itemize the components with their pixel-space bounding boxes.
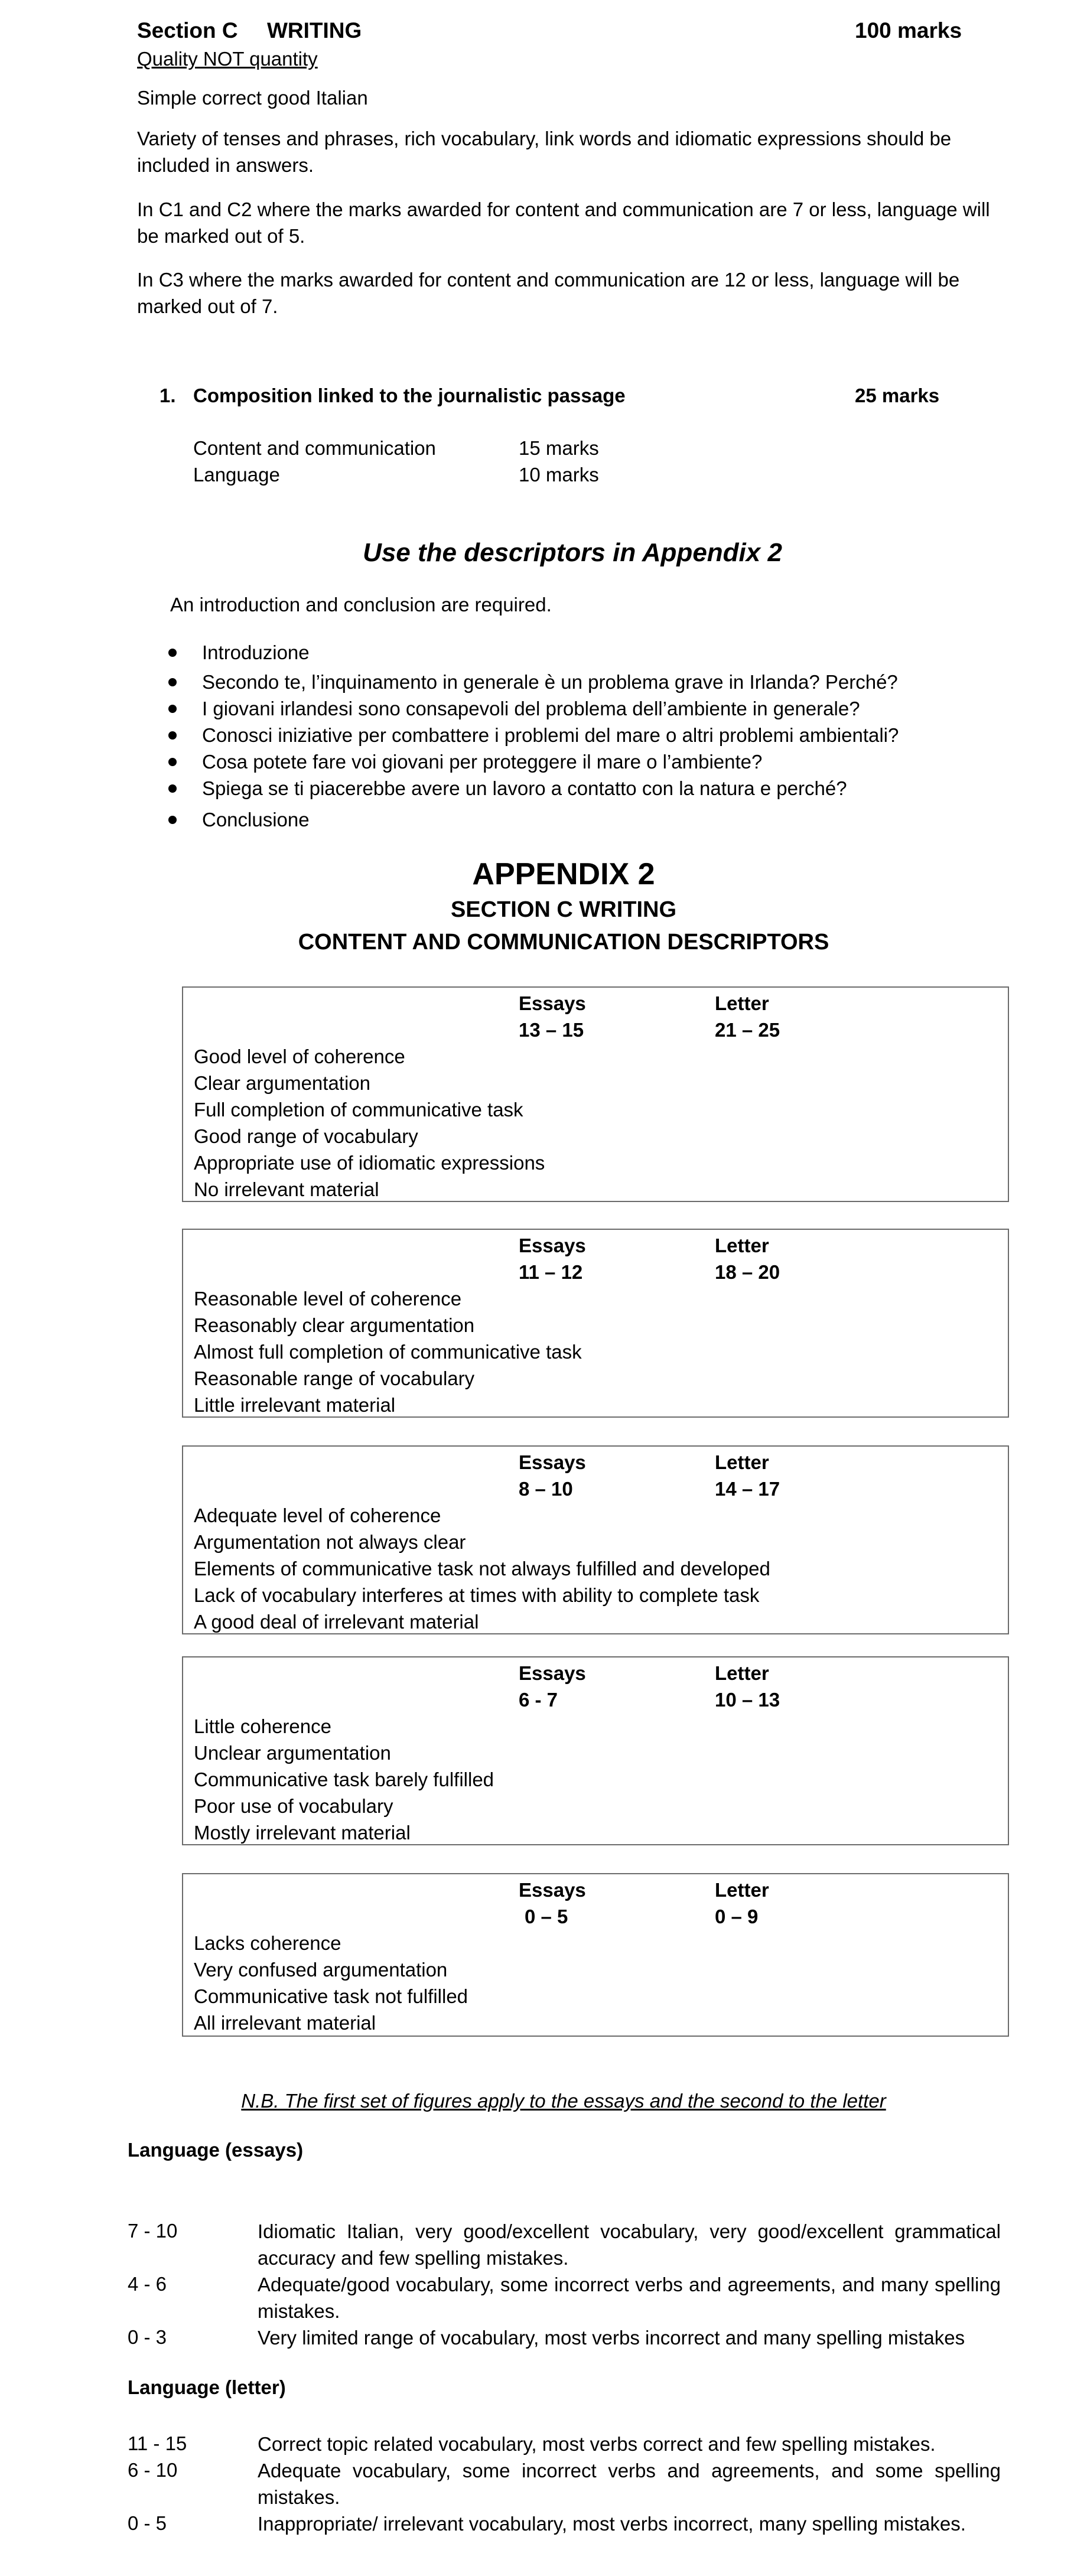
band-range: 7 - 10: [128, 2220, 178, 2242]
descriptor-item: All irrelevant material: [194, 2012, 376, 2034]
letter-label: Letter: [715, 1235, 769, 1256]
descriptor-item: Almost full completion of communicative task: [194, 1341, 582, 1363]
question-number: 1.: [160, 385, 176, 406]
bullet-item: Conosci iniziative per combattere i problemi del mare o altri problemi ambientali?: [168, 722, 899, 749]
quality-note: Quality NOT quantity: [137, 48, 318, 70]
descriptor-item: A good deal of irrelevant material: [194, 1611, 479, 1633]
letter-range: 14 – 17: [715, 1478, 780, 1500]
band-description: Adequate vocabulary, some incorrect verbs and agreements, and some spelling mistakes.: [258, 2460, 1001, 2508]
descriptor-item: Poor use of vocabulary: [194, 1795, 393, 1817]
band-description: Inappropriate/ irrelevant vocabulary, most verbs incorrect, many spelling mistakes.: [258, 2513, 966, 2535]
total-marks: 100 marks: [855, 18, 962, 43]
letter-range: 21 – 25: [715, 1019, 780, 1041]
letter-label: Letter: [715, 992, 769, 1014]
descriptor-item: Elements of communicative task not always fulfilled and developed: [194, 1558, 770, 1580]
question-title: Composition linked to the journalistic passage: [193, 385, 626, 406]
descriptor-item: Communicative task not fulfilled: [194, 1985, 468, 2007]
language-essays-title: Language (essays): [128, 2139, 304, 2161]
appendix-subtitle: SECTION C WRITING: [450, 897, 677, 922]
bullet-item: Cosa potete fare voi giovani per proteggere il mare o l’ambiente?: [168, 749, 762, 776]
descriptor-item: Reasonable level of coherence: [194, 1288, 462, 1310]
descriptor-item: Good level of coherence: [194, 1046, 405, 1067]
descriptor-box: [182, 1445, 1009, 1634]
letter-label: Letter: [715, 1662, 769, 1684]
intro-paragraph: Simple correct good Italian: [137, 87, 368, 109]
band-range: 0 - 5: [128, 2512, 167, 2534]
bullet-item: Introduzione: [168, 640, 310, 666]
letter-label: Letter: [715, 1879, 769, 1901]
descriptor-box: [182, 986, 1009, 1202]
intro-conclusion-note: An introduction and conclusion are required.: [170, 594, 552, 615]
descriptors-note: Use the descriptors in Appendix 2: [363, 538, 782, 567]
letter-label: Letter: [715, 1451, 769, 1473]
descriptor-item: Clear argumentation: [194, 1072, 370, 1094]
nb-note: N.B. The first set of figures apply to the essays and the second to the letter: [241, 2090, 886, 2112]
descriptor-item: Lack of vocabulary interferes at times with ability to complete task: [194, 1584, 760, 1606]
band-range: 11 - 15: [128, 2432, 187, 2454]
descriptor-item: Communicative task barely fulfilled: [194, 1769, 494, 1790]
letter-range: 18 – 20: [715, 1261, 780, 1283]
essays-range: 8 – 10: [519, 1478, 573, 1500]
band-range: 0 - 3: [128, 2326, 167, 2348]
band-description: Adequate/good vocabulary, some incorrect verbs and agreements, and many spelling mistakes.: [258, 2274, 1001, 2322]
essays-label: Essays: [519, 1235, 586, 1256]
intro-paragraph: In C3 where the marks awarded for content and communication are 12 or less, language will be marked out of 7.: [137, 269, 960, 317]
section-name: WRITING: [267, 18, 362, 43]
descriptor-item: Appropriate use of idiomatic expressions: [194, 1152, 545, 1174]
intro-paragraph: Variety of tenses and phrases, rich vocabulary, link words and idiomatic expressions should be included in answers.: [137, 128, 952, 176]
breakdown-label: Content and communication: [193, 437, 436, 459]
bullet-item: Secondo te, l’inquinamento in generale è un problema grave in Irlanda? Perché?: [168, 669, 898, 696]
letter-range: 0 – 9: [715, 1906, 759, 1927]
descriptor-item: Adequate level of coherence: [194, 1504, 441, 1526]
essays-label: Essays: [519, 1662, 586, 1684]
descriptor-item: Reasonable range of vocabulary: [194, 1367, 475, 1389]
descriptor-box: [182, 1229, 1009, 1418]
appendix-subtitle-2: CONTENT AND COMMUNICATION DESCRIPTORS: [298, 930, 829, 955]
bullet-item: Conclusione: [168, 807, 310, 833]
essays-range: 11 – 12: [519, 1261, 583, 1283]
essays-range: 6 - 7: [519, 1689, 558, 1711]
breakdown-label: Language: [193, 464, 280, 486]
essays-range: 0 – 5: [525, 1906, 568, 1927]
breakdown-marks: 15 marks: [519, 437, 599, 459]
band-description: Correct topic related vocabulary, most verbs correct and few spelling mistakes.: [258, 2433, 936, 2455]
breakdown-marks: 10 marks: [519, 464, 599, 486]
language-letter-title: Language (letter): [128, 2376, 286, 2398]
essays-label: Essays: [519, 992, 586, 1014]
section-label: Section C: [137, 18, 238, 43]
question-marks: 25 marks: [855, 385, 940, 406]
bullet-item: I giovani irlandesi sono consapevoli del problema dell’ambiente in generale?: [168, 696, 860, 722]
descriptor-item: No irrelevant material: [194, 1178, 379, 1200]
letter-range: 10 – 13: [715, 1689, 780, 1711]
descriptor-item: Little irrelevant material: [194, 1394, 396, 1416]
band-description: Idiomatic Italian, very good/excellent vocabulary, very good/excellent grammatical accuracy and few spelling mistakes.: [258, 2220, 1001, 2269]
essays-label: Essays: [519, 1879, 586, 1901]
descriptor-item: Unclear argumentation: [194, 1742, 391, 1764]
intro-paragraph: In C1 and C2 where the marks awarded for content and communication are 7 or less, language will be marked out of 5.: [137, 198, 990, 247]
essays-range: 13 – 15: [519, 1019, 584, 1041]
essays-label: Essays: [519, 1451, 586, 1473]
descriptor-item: Good range of vocabulary: [194, 1125, 418, 1147]
descriptor-item: Very confused argumentation: [194, 1959, 448, 1981]
descriptor-item: Little coherence: [194, 1715, 331, 1737]
descriptor-item: Full completion of communicative task: [194, 1099, 523, 1121]
descriptor-box: [182, 1873, 1009, 2037]
descriptor-item: Lacks coherence: [194, 1932, 341, 1954]
band-range: 6 - 10: [128, 2459, 178, 2481]
band-range: 4 - 6: [128, 2273, 167, 2295]
descriptor-box: [182, 1656, 1009, 1845]
bullet-item: Spiega se ti piacerebbe avere un lavoro a contatto con la natura e perché?: [168, 776, 847, 802]
descriptor-item: Argumentation not always clear: [194, 1531, 466, 1553]
band-description: Very limited range of vocabulary, most verbs incorrect and many spelling mistakes: [258, 2327, 965, 2349]
descriptor-item: Reasonably clear argumentation: [194, 1314, 475, 1336]
descriptor-item: Mostly irrelevant material: [194, 1822, 411, 1844]
appendix-title: APPENDIX 2: [472, 857, 655, 891]
